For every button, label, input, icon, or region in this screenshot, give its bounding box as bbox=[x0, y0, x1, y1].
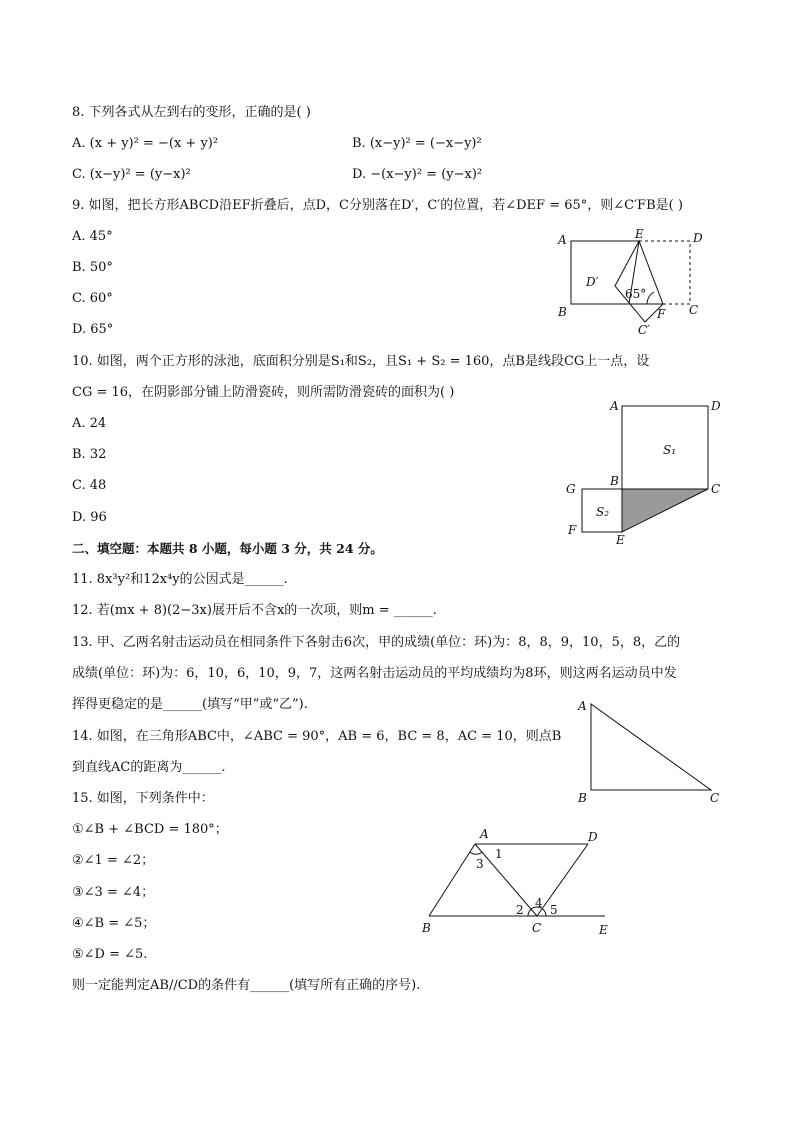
q10-label-e: E bbox=[616, 533, 625, 547]
q14-label-b: B bbox=[578, 791, 587, 805]
q10-label-d: D bbox=[711, 399, 721, 413]
q9-option-a: A. 45° bbox=[72, 229, 113, 244]
q9-label-b: B bbox=[558, 305, 567, 319]
q9-label-c1: C′ bbox=[638, 323, 650, 337]
q15-condition-2: ②∠1 = ∠2； bbox=[72, 853, 155, 868]
q8-option-a: A. (x + y)² = −(x + y)² bbox=[72, 136, 219, 151]
q11-text: 11. 8x³y²和12x⁴y的公因式是______. bbox=[72, 572, 288, 587]
q10-shaded-region bbox=[622, 489, 708, 532]
q9-label-a: A bbox=[558, 233, 567, 247]
q9-dashed-original bbox=[639, 241, 690, 304]
q15-line-ab bbox=[429, 844, 475, 916]
q15-label-angle3: 3 bbox=[476, 857, 484, 871]
q10-label-b: B bbox=[610, 474, 619, 488]
q15-condition-3: ③∠3 = ∠4； bbox=[72, 885, 155, 900]
q15-line-ac bbox=[475, 844, 537, 916]
q9-label-f: F bbox=[657, 307, 666, 321]
q9-label-angle: 65° bbox=[625, 287, 647, 301]
q15-condition-1: ①∠B + ∠BCD = 180°； bbox=[72, 822, 228, 837]
q9-option-d: D. 65° bbox=[72, 322, 114, 337]
q15-label-angle4: 4 bbox=[535, 896, 543, 910]
q15-label-a: A bbox=[480, 827, 489, 841]
q9-label-c: C bbox=[689, 303, 699, 317]
q15-label-angle5: 5 bbox=[550, 903, 558, 917]
q13-line3: 挥得更稳定的是______(填写“甲”或“乙”). bbox=[72, 697, 308, 712]
q10-stem-line2: CG = 16，在阴影部分铺上防滑瓷砖，则所需防滑瓷砖的面积为( ) bbox=[72, 385, 455, 400]
q8-option-b: B. (x−y)² = (−x−y)² bbox=[352, 136, 482, 151]
q10-stem-line1: 10. 如图，两个正方形的泳池，底面积分别是S₁和S₂，且S₁ + S₂ = 160，点B是线段CG上一点，设 bbox=[72, 354, 650, 369]
q13-line2: 成绩(单位：环)为：6，10，6，10，9，7，这两名射击运动员的平均成绩均为8环，则这两名运动员中发 bbox=[72, 666, 677, 681]
q9-option-b: B. 50° bbox=[72, 260, 113, 275]
q12-text: 12. 若(mx + 8)(2−3x)展开后不含x的一次项，则m = ______. bbox=[72, 603, 437, 618]
q10-option-d: D. 96 bbox=[72, 510, 107, 525]
q14-line2: 到直线AC的距离为______. bbox=[72, 760, 226, 775]
q10-label-s2: S₂ bbox=[596, 505, 610, 519]
q15-figure bbox=[410, 822, 625, 940]
q15-conclusion: 则一定能判定AB//CD的条件有______(填写所有正确的序号). bbox=[72, 978, 421, 993]
q9-figure bbox=[550, 226, 740, 341]
q10-option-c: C. 48 bbox=[72, 478, 107, 493]
q15-label-angle2: 2 bbox=[516, 903, 524, 917]
q9-label-d: D bbox=[693, 231, 703, 245]
q9-label-d1: D′ bbox=[586, 275, 599, 289]
q10-label-g: G bbox=[566, 482, 576, 496]
q15-stem: 15. 如图，下列条件中： bbox=[72, 791, 214, 806]
q10-label-c: C bbox=[711, 482, 721, 496]
q14-figure bbox=[570, 694, 730, 809]
q15-arc-a bbox=[470, 852, 482, 854]
q14-label-a: A bbox=[578, 699, 587, 713]
q8-option-c: C. (x−y)² = (y−x)² bbox=[72, 167, 191, 182]
q9-angle-arc bbox=[647, 292, 654, 304]
q15-label-c: C bbox=[532, 921, 542, 935]
q14-line1: 14. 如图，在三角形ABC中，∠ABC = 90°，AB = 6，BC = 8，AC = 10，则点B bbox=[72, 729, 562, 744]
q9-label-e: E bbox=[635, 227, 644, 241]
q10-label-a: A bbox=[610, 399, 619, 413]
q10-option-a: A. 24 bbox=[72, 416, 107, 431]
q15-label-angle1: 1 bbox=[495, 847, 503, 861]
q10-option-b: B. 32 bbox=[72, 447, 107, 462]
q10-figure bbox=[560, 396, 740, 548]
q14-label-c: C bbox=[710, 791, 720, 805]
q15-condition-4: ④∠B = ∠5； bbox=[72, 916, 156, 931]
q14-triangle bbox=[591, 704, 711, 790]
q9-stem: 9. 如图，把长方形ABCD沿EF折叠后，点D，C分别落在D′，C′的位置，若∠DEF = 65°，则∠C′FB是( ) bbox=[72, 198, 683, 213]
q13-line1: 13. 甲、乙两名射击运动员在相同条件下各射击6次，甲的成绩(单位：环)为：8，8，9，10，5，8，乙的 bbox=[72, 635, 681, 650]
q15-label-d: D bbox=[588, 830, 598, 844]
q10-label-s1: S₁ bbox=[663, 443, 677, 457]
q15-condition-5: ⑤∠D = ∠5. bbox=[72, 947, 148, 962]
q10-label-f: F bbox=[568, 523, 577, 537]
section2-heading: 二、填空题：本题共 8 小题，每小题 3 分，共 24 分。 bbox=[72, 541, 383, 556]
q15-label-e: E bbox=[599, 923, 608, 937]
q8-stem: 8. 下列各式从左到右的变形，正确的是( ) bbox=[72, 105, 311, 120]
q9-option-c: C. 60° bbox=[72, 291, 113, 306]
q15-label-b: B bbox=[422, 921, 431, 935]
q15-line-cd bbox=[537, 844, 588, 916]
q8-option-d: D. −(x−y)² = (y−x)² bbox=[352, 167, 483, 182]
q9-folded-part bbox=[615, 241, 663, 322]
